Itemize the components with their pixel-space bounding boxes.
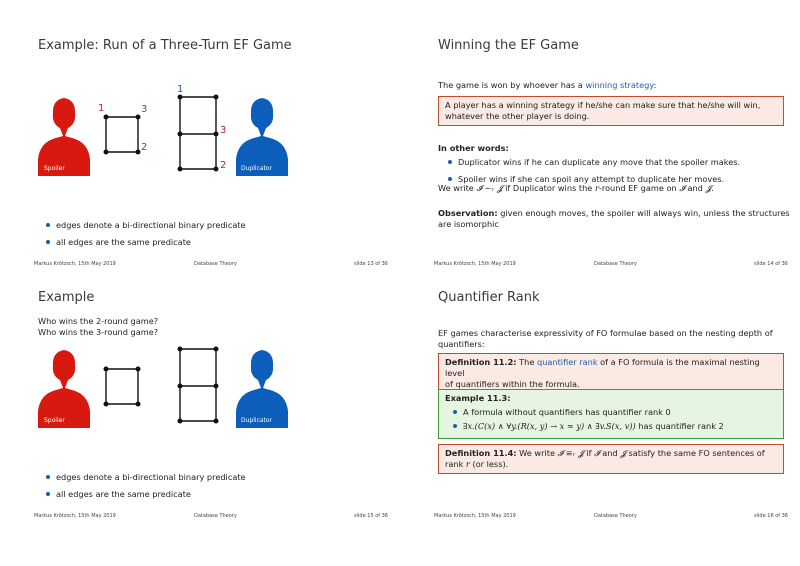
winning-strategy-box: A player has a winning strategy if he/she can make sure that he/she will win, whatever the other player is doing. xyxy=(438,96,784,126)
footer-course: Database Theory xyxy=(194,261,237,267)
footer-slide-number: slide 15 of 36 xyxy=(354,513,388,519)
bullet-item: all edges are the same predicate xyxy=(44,237,246,247)
duplicator-label: Duplicator xyxy=(241,165,273,172)
winning-strategy-term: winning strategy xyxy=(585,80,654,90)
definition-11-4-box: Definition 11.4: We write 𝓘 ≡ᵣ 𝓙 if 𝓘 and 𝓙 satisfy the same FO sentences of rank r (or less). xyxy=(438,444,784,474)
example-11-3-box: Example 11.3: A formula without quantifiers has quantifier rank 0 ∃x.(C(x) ∧ ∀y.(R(x, y) → x ≈ y) ∧ ∃v.S(x, v)) has quantifier rank 2 xyxy=(438,389,784,439)
bullet-item: edges denote a bi-directional binary predicate xyxy=(44,220,246,230)
right-ladder-graph xyxy=(180,97,216,169)
right-ladder-graph xyxy=(180,349,216,421)
slide-title: Winning the EF Game xyxy=(438,38,579,53)
example-list xyxy=(445,407,777,432)
slide-15 xyxy=(30,276,390,528)
duplicator-label: Duplicator xyxy=(241,417,273,424)
slide-title: Quantifier Rank xyxy=(438,290,540,305)
spoiler-label: Spoiler xyxy=(44,165,65,172)
question-3-round: Who wins the 3-round game? xyxy=(38,327,159,337)
in-other-words-heading: In other words: xyxy=(438,143,509,153)
footer-author: Markus Krötzsch, 15th May 2019 xyxy=(434,513,516,519)
ef-game-figure xyxy=(30,276,390,476)
footer-course: Database Theory xyxy=(594,261,637,267)
example-item: A formula without quantifiers has quantifier rank 0 xyxy=(451,407,777,418)
bullet-item: edges denote a bi-directional binary predicate xyxy=(44,472,246,482)
notation-sentence: We write 𝓘 ∼ᵣ 𝓙 if Duplicator wins the r-round EF game on 𝓘 and 𝓙. xyxy=(438,183,714,193)
bullet-list xyxy=(44,472,246,506)
right-label-3: 3 xyxy=(220,125,227,136)
footer-course: Database Theory xyxy=(194,513,237,519)
right-graph-nodes xyxy=(178,347,219,424)
left-label-3: 3 xyxy=(141,104,148,115)
example-item: ∃x.(C(x) ∧ ∀y.(R(x, y) → x ≈ y) ∧ ∃v.S(x, v)) has quantifier rank 2 xyxy=(451,421,777,432)
slide-title: Example xyxy=(38,290,95,305)
quantifier-rank-term: quantifier rank xyxy=(537,357,598,367)
footer-slide-number: slide 16 of 36 xyxy=(754,513,788,519)
left-square-graph xyxy=(106,369,138,404)
ef-game-figure xyxy=(30,24,390,224)
slide-13 xyxy=(30,24,390,276)
question-2-round: Who wins the 2-round game? xyxy=(38,316,159,326)
right-label-2: 2 xyxy=(220,160,227,171)
right-label-1: 1 xyxy=(177,84,184,95)
slide-16 xyxy=(430,276,790,528)
left-graph-nodes xyxy=(104,115,141,155)
bullet-item: all edges are the same predicate xyxy=(44,489,246,499)
footer-author: Markus Krötzsch, 15th May 2019 xyxy=(34,513,116,519)
footer-slide-number: slide 14 of 36 xyxy=(754,261,788,267)
bullet-list xyxy=(44,220,246,254)
bullet-item: Duplicator wins if he can duplicate any move that the spoiler makes. xyxy=(446,157,740,167)
left-label-1: 1 xyxy=(98,103,105,114)
spoiler-label: Spoiler xyxy=(44,417,65,424)
footer-author: Markus Krötzsch, 15th May 2019 xyxy=(34,261,116,267)
intro-text: EF games characterise expressivity of FO formulae based on the nesting depth of quantifiers: xyxy=(438,328,773,349)
left-label-2: 2 xyxy=(141,142,148,153)
observation-text: Observation: given enough moves, the spoiler will always win, unless the structures are isomorphic xyxy=(438,208,790,229)
footer-author: Markus Krötzsch, 15th May 2019 xyxy=(434,261,516,267)
left-square-graph xyxy=(106,117,138,152)
left-graph-nodes xyxy=(104,367,141,407)
right-graph-nodes xyxy=(178,95,219,172)
footer-slide-number: slide 13 of 36 xyxy=(354,261,388,267)
intro-text: The game is won by whoever has a winning strategy: xyxy=(438,80,657,90)
footer-course: Database Theory xyxy=(594,513,637,519)
slide-14 xyxy=(430,24,790,276)
slide-title: Example: Run of a Three-Turn EF Game xyxy=(38,38,292,53)
definition-11-2-box: Definition 11.2: The quantifier rank of a FO formula is the maximal nesting level of quantifiers within the formula. xyxy=(438,353,784,394)
bullet-item: Spoiler wins if she can spoil any attempt to duplicate her moves. xyxy=(446,174,740,184)
